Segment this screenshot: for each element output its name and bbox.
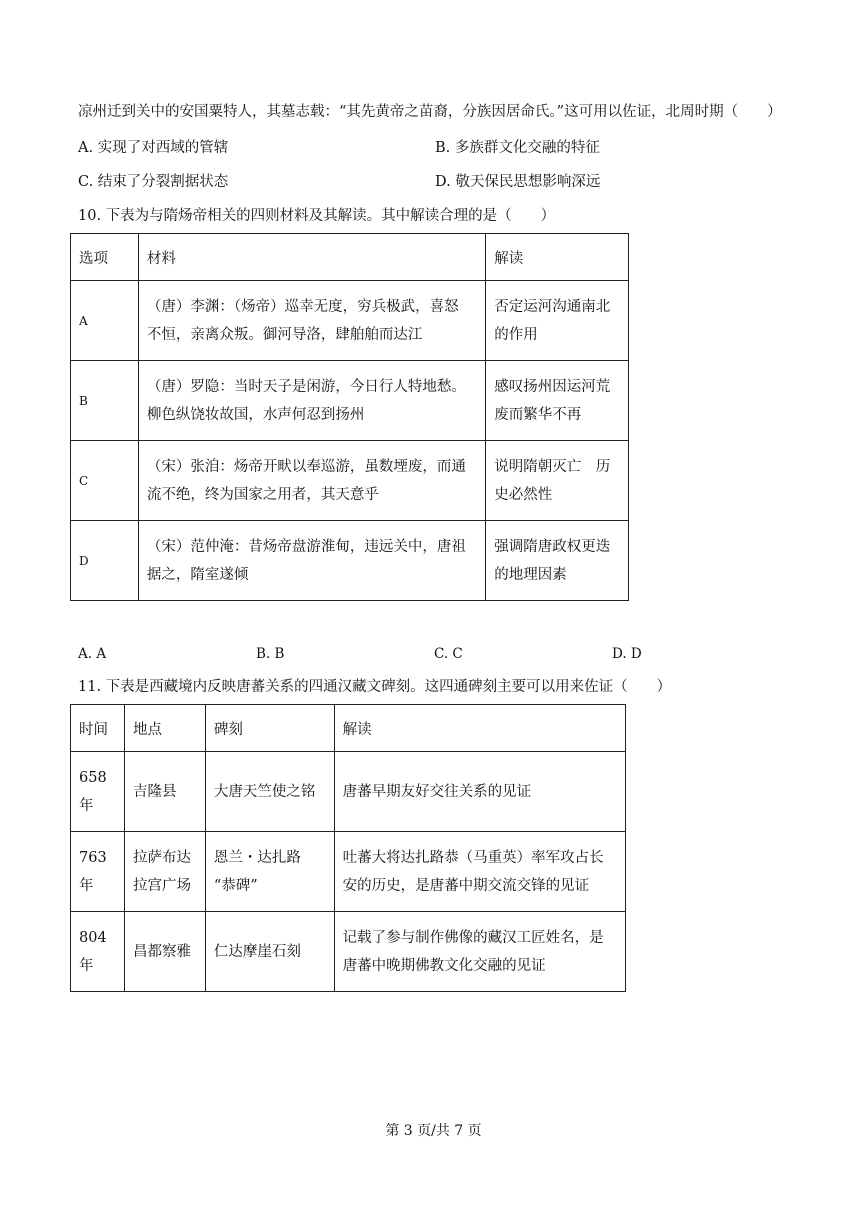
time-line: 658 (79, 769, 107, 786)
material-line: （唐）罗隐：当时天子是闲游，今日行人特地愁。 (146, 378, 466, 395)
q10-table (70, 233, 629, 601)
header-material: 材料 (138, 234, 485, 281)
place-cell (124, 832, 205, 912)
time-line: 804 (79, 929, 107, 946)
stele-line: 仁达摩崖石刻 (213, 943, 301, 960)
interpretation-line: 强调隋唐政权更迭 (494, 538, 611, 555)
header-interpretation: 解读 (486, 234, 629, 281)
place-line: 吉隆县 (132, 783, 177, 800)
q10-answer-b[interactable]: B. B (256, 646, 285, 662)
time-line: 年 (79, 877, 94, 894)
interpretation-line: 感叹扬州因运河荒 (494, 378, 611, 395)
table-row (71, 912, 626, 992)
stele-line: 大唐天竺使之铭 (213, 783, 316, 800)
row-label: A (71, 281, 139, 361)
interpretation-line: 否定运河沟通南北 (494, 298, 611, 315)
interpretation-line: 的作用 (494, 326, 538, 343)
place-line: 拉萨布达 (132, 849, 191, 866)
q11-stem: 11. 下表是西藏境内反映唐蕃关系的四通汉藏文碑刻。这四通碑刻主要可以用来佐证（ ） (78, 679, 672, 695)
material-line: 柳色纵饶妆故国，水声何忍到扬州 (146, 406, 365, 423)
stele-cell (205, 912, 334, 992)
material-line: 据之，隋室遂倾 (146, 566, 249, 583)
interpretation-cell (486, 281, 629, 361)
material-cell (138, 441, 485, 521)
header-option: 选项 (71, 234, 139, 281)
interpretation-cell (486, 441, 629, 521)
interpretation-line: 史必然性 (494, 486, 553, 503)
q9-stem: 凉州迁到关中的安国粟特人，其墓志载：“其先黄帝之苗裔，分族因居命氏。”这可用以佐证，北周时期（ ） (78, 104, 782, 120)
time-line: 年 (79, 957, 94, 974)
material-line: 流不绝，终为国家之用者，其天意乎 (146, 486, 379, 503)
q9-option-a[interactable]: A. 实现了对西域的管辖 (78, 140, 229, 156)
interpretation-line: 安的历史，是唐蕃中期交流交锋的见证 (342, 877, 590, 894)
interpretation-cell (486, 521, 629, 601)
interpretation-cell (486, 361, 629, 441)
interpretation-cell (334, 752, 625, 832)
interpretation-line: 吐蕃大将达扎路恭（马重英）率军攻占长 (342, 849, 604, 866)
q9-option-c[interactable]: C. 结束了分裂割据状态 (78, 174, 229, 190)
q10-answer-c[interactable]: C. C (434, 646, 463, 662)
row-label: B (71, 361, 139, 441)
material-cell (138, 521, 485, 601)
table-row (71, 361, 629, 441)
table-row (71, 521, 629, 601)
stele-line: “恭碑” (213, 877, 258, 894)
header-time: 时间 (71, 705, 125, 752)
interpretation-line: 唐蕃中晚期佛教文化交融的见证 (342, 957, 546, 974)
time-line: 763 (79, 849, 107, 866)
header-interpretation: 解读 (334, 705, 625, 752)
interpretation-line: 说明隋朝灭亡 历 (494, 458, 611, 475)
time-cell (71, 832, 125, 912)
material-line: （唐）李渊：（炀帝）巡幸无度，穷兵极武，喜怒 (146, 298, 459, 315)
material-cell (138, 361, 485, 441)
q9-option-d[interactable]: D. 敬天保民思想影响深远 (435, 174, 601, 190)
place-line: 拉宫广场 (132, 877, 191, 894)
q9-option-b[interactable]: B. 多族群文化交融的特征 (435, 140, 600, 156)
stele-line: 恩兰・达扎路 (213, 849, 301, 866)
q10-answer-d[interactable]: D. D (612, 646, 642, 662)
interpretation-line: 废而繁华不再 (494, 406, 582, 423)
table-header-row (71, 705, 626, 752)
interpretation-cell (334, 912, 625, 992)
q10-stem: 10. 下表为与隋炀帝相关的四则材料及其解读。其中解读合理的是（ ） (78, 208, 556, 224)
time-line: 年 (79, 797, 94, 814)
row-label: D (71, 521, 139, 601)
q10-answer-a[interactable]: A. A (78, 646, 107, 662)
interpretation-line: 唐蕃早期友好交往关系的见证 (342, 783, 532, 800)
place-cell (124, 912, 205, 992)
material-line: （宋）张洎：炀帝开畎以奉巡游，虽数堙废，而通 (146, 458, 466, 475)
interpretation-cell (334, 832, 625, 912)
table-row (71, 752, 626, 832)
interpretation-line: 记载了参与制作佛像的藏汉工匠姓名，是 (342, 929, 604, 946)
page-footer: 第 3 页/共 7 页 (385, 1123, 482, 1139)
time-cell (71, 912, 125, 992)
stele-cell (205, 832, 334, 912)
time-cell (71, 752, 125, 832)
material-cell (138, 281, 485, 361)
header-place: 地点 (124, 705, 205, 752)
table-header-row (71, 234, 629, 281)
table-row (71, 832, 626, 912)
q11-table (70, 704, 626, 992)
stele-cell (205, 752, 334, 832)
place-line: 昌都察雅 (132, 943, 191, 960)
row-label: C (71, 441, 139, 521)
table-row (71, 281, 629, 361)
header-stele: 碑刻 (205, 705, 334, 752)
material-line: （宋）范仲淹：昔炀帝盘游淮甸，违远关中，唐祖 (146, 538, 466, 555)
table-row (71, 441, 629, 521)
interpretation-line: 的地理因素 (494, 566, 567, 583)
material-line: 不恒，亲离众叛。御河导洛，肆舶舶而达江 (146, 326, 423, 343)
place-cell (124, 752, 205, 832)
